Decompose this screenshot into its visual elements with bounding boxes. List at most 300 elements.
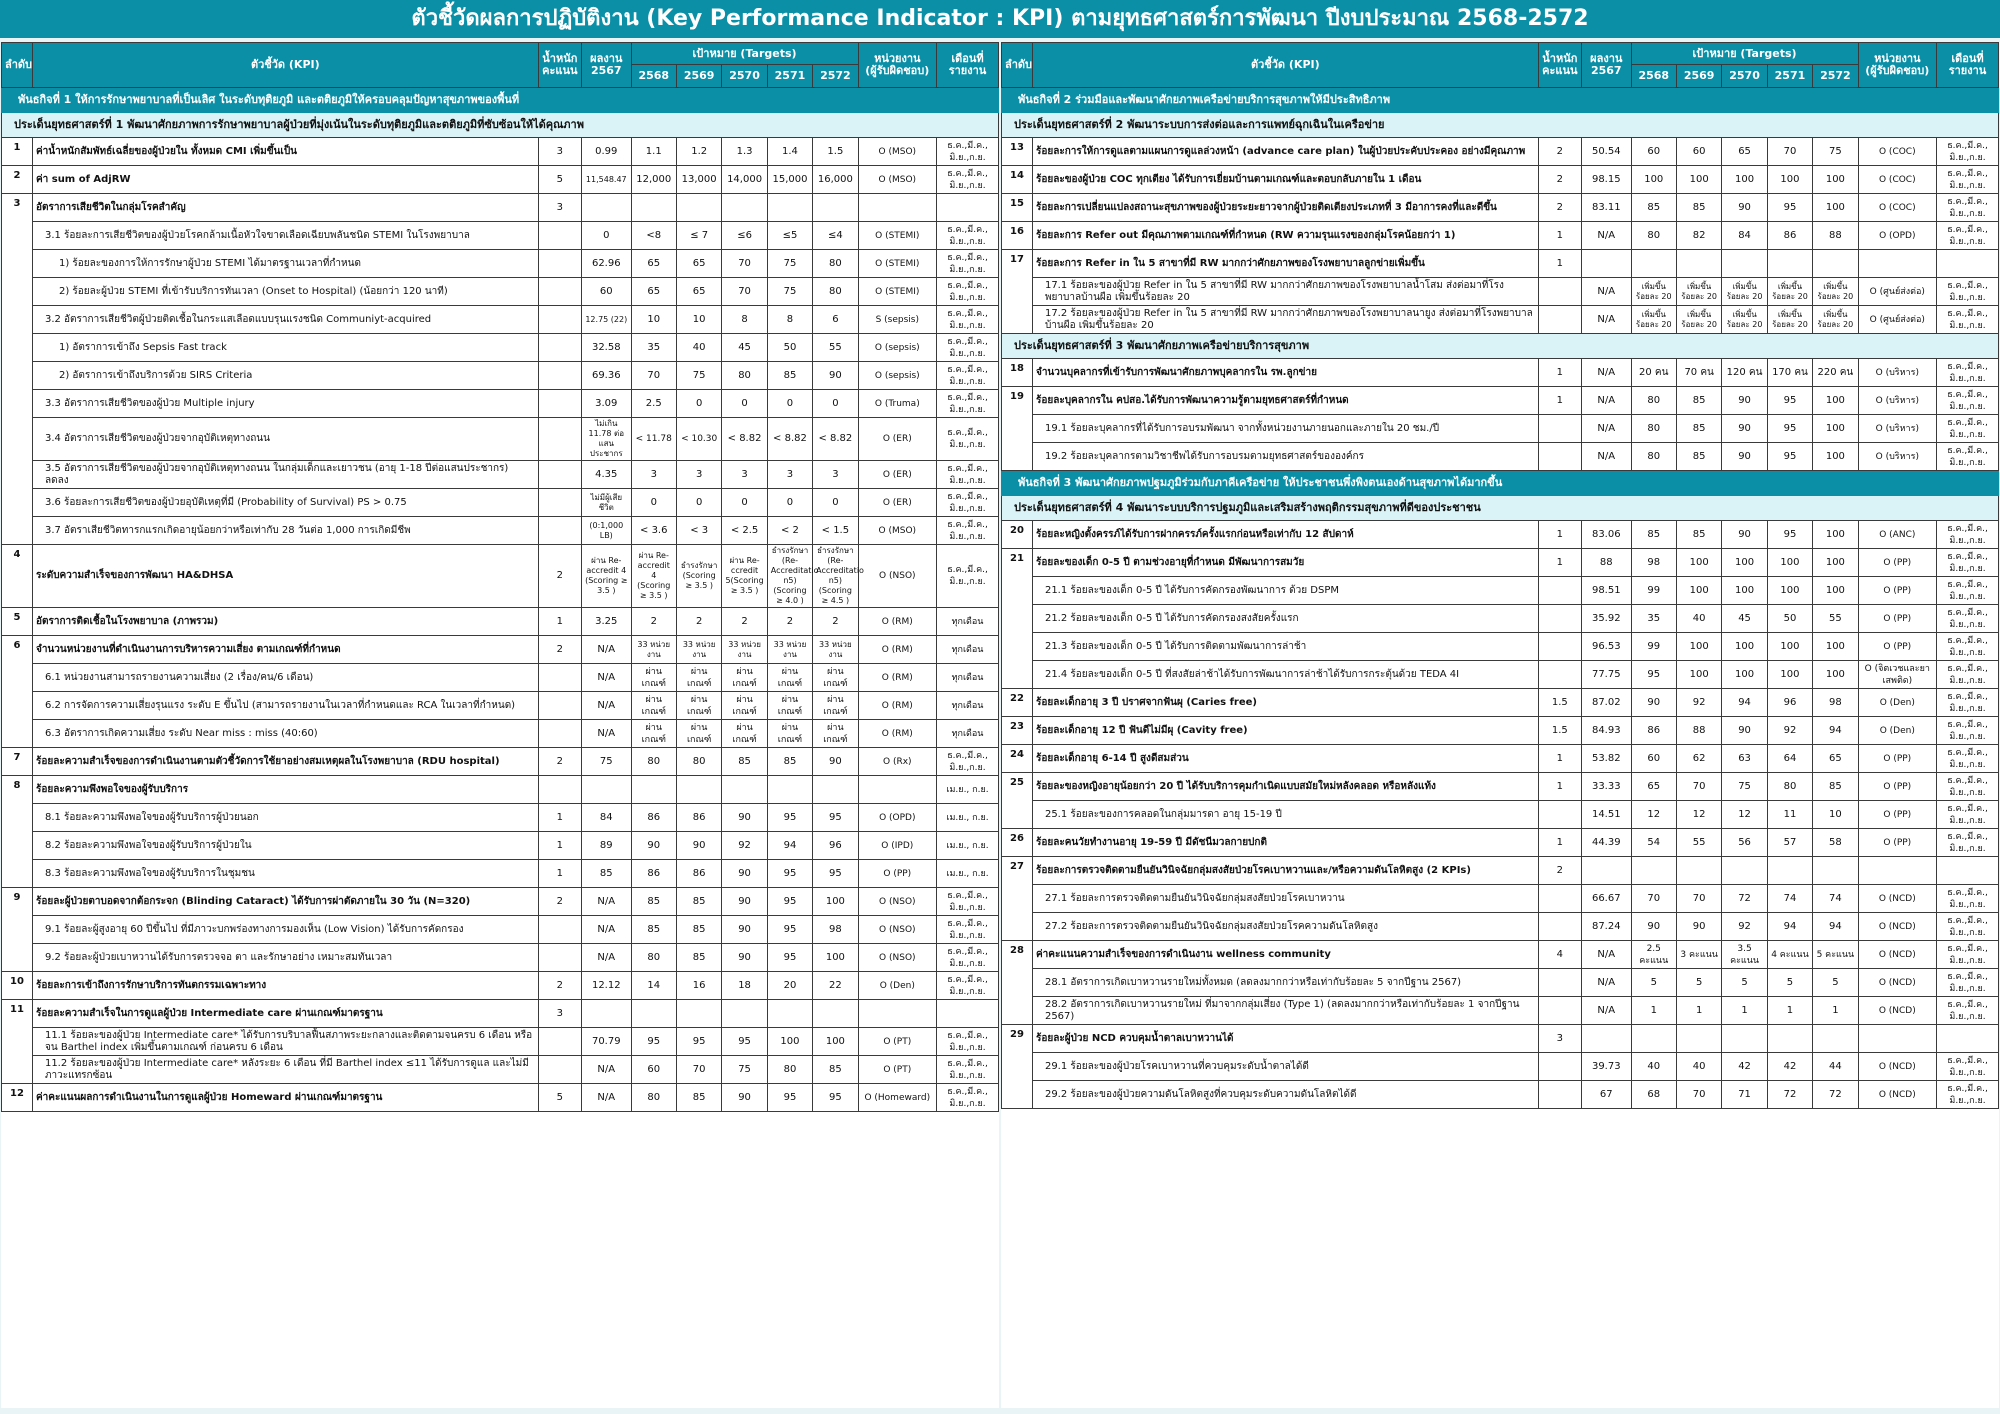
kpi-target-2571: 57 — [1767, 829, 1812, 857]
kpi-weight: 2 — [538, 888, 581, 916]
kpi-weight: 1 — [538, 860, 581, 888]
kpi-target-2572: ผ่านเกณฑ์ — [813, 692, 858, 720]
kpi-target-2568: 85 — [631, 916, 676, 944]
kpi-target-2569: 80 — [676, 748, 721, 776]
kpi-unit: O (RM) — [858, 608, 936, 636]
kpi-target-2569: เพิ่มขึ้น ร้อยละ 20 — [1676, 306, 1721, 334]
kpi-target-2572: 100 — [1813, 415, 1858, 443]
kpi-target-2572: 80 — [813, 278, 858, 306]
kpi-target-2569: 0 — [676, 390, 721, 418]
kpi-target-2568: 99 — [1631, 577, 1676, 605]
kpi-weight: 2 — [538, 545, 581, 608]
kpi-number: 2 — [2, 166, 33, 194]
kpi-target-2569: 75 — [676, 362, 721, 390]
kpi-result-2567: 12.75 (22) — [582, 306, 632, 334]
kpi-target-2572: 72 — [1813, 1081, 1858, 1109]
kpi-target-2569: ผ่านเกณฑ์ — [676, 664, 721, 692]
kpi-target-2568: 60 — [1631, 138, 1676, 166]
kpi-label: ร้อยละเด็กอายุ 12 ปี ฟันดีไม่มีผุ (Cavity free) — [1032, 717, 1538, 745]
kpi-weight: 5 — [538, 166, 581, 194]
kpi-target-2570: 75 — [1722, 773, 1767, 801]
kpi-label: 8.2 ร้อยละความพึงพอใจของผู้รับบริการผู้ป่วยใน — [32, 832, 538, 860]
kpi-unit: O (PP) — [1858, 549, 1936, 577]
kpi-number: 1 — [2, 138, 33, 166]
col-kpi-header: ตัวชี้วัด (KPI) — [32, 43, 538, 88]
kpi-weight — [538, 278, 581, 306]
kpi-report-month: ธ.ค.,มี.ค., มิ.ย.,ก.ย. — [937, 888, 999, 916]
kpi-target-2571 — [767, 1000, 812, 1028]
kpi-target-2571: 75 — [767, 250, 812, 278]
kpi-report-month: ธ.ค.,มี.ค., มิ.ย.,ก.ย. — [937, 138, 999, 166]
kpi-target-2570: 100 — [1722, 661, 1767, 689]
kpi-report-month: ธ.ค.,มี.ค., มิ.ย.,ก.ย. — [1937, 306, 1999, 334]
kpi-unit: O (NCD) — [1858, 1053, 1936, 1081]
kpi-target-2568: 60 — [631, 1056, 676, 1084]
kpi-label: 6.1 หน่วยงานสามารถรายงานความเสี่ยง (2 เรื่อง/คน/6 เดือน) — [32, 664, 538, 692]
kpi-target-2572: เพิ่มขึ้น ร้อยละ 20 — [1813, 278, 1858, 306]
kpi-target-2570: 90 — [722, 1084, 767, 1112]
kpi-subrow — [2, 489, 999, 517]
kpi-target-2569: 70 — [1676, 885, 1721, 913]
kpi-target-2572: 220 คน — [1813, 359, 1858, 387]
kpi-row — [1002, 250, 1999, 278]
kpi-target-2572: ≤4 — [813, 222, 858, 250]
kpi-target-2571: 1.4 — [767, 138, 812, 166]
kpi-target-2570: 1.3 — [722, 138, 767, 166]
kpi-label: 21.3 ร้อยละของเด็ก 0-5 ปี ได้รับการติดตามพัฒนาการล่าช้า — [1032, 633, 1538, 661]
kpi-target-2572: 96 — [813, 832, 858, 860]
kpi-label: 17.2 ร้อยละของผู้ป่วย Refer in ใน 5 สาขาที่มี RW มากกว่าศักยภาพของโรงพยาบาลนายูง ส่งต่อมาที่โรงพยาบาลบ้านผือ เพิ่มขึ้นร้อยละ 20 — [1032, 306, 1538, 334]
kpi-unit: O (PP) — [1858, 773, 1936, 801]
kpi-result-2567: N/A — [1582, 997, 1632, 1025]
kpi-target-2571: 80 — [767, 1056, 812, 1084]
kpi-target-2569 — [676, 776, 721, 804]
kpi-target-2570 — [722, 194, 767, 222]
kpi-row — [1002, 387, 1999, 415]
kpi-subrow — [2, 278, 999, 306]
kpi-weight — [1538, 443, 1581, 471]
kpi-weight: 1 — [1538, 250, 1581, 278]
kpi-target-2571: 100 — [1767, 577, 1812, 605]
kpi-target-2570: 90 — [1722, 415, 1767, 443]
kpi-report-month: เม.ย., ก.ย. — [937, 860, 999, 888]
kpi-target-2570: เพิ่มขึ้น ร้อยละ 20 — [1722, 278, 1767, 306]
kpi-label: ร้อยละบุคลากรใน คปสอ.ได้รับการพัฒนาความรู้ตามยุทธศาสตร์ที่กำหนด — [1032, 387, 1538, 415]
kpi-target-2570: 2 — [722, 608, 767, 636]
kpi-label: 21.4 ร้อยละของเด็ก 0-5 ปี ที่สงสัยล่าช้าได้รับการพัฒนาการล่าช้าได้รับการกระตุ้นด้วย TEDA 4I — [1032, 661, 1538, 689]
kpi-target-2569: 62 — [1676, 745, 1721, 773]
kpi-target-2569: 86 — [676, 804, 721, 832]
kpi-target-2571 — [767, 194, 812, 222]
kpi-unit: O (NSO) — [858, 916, 936, 944]
kpi-unit: O (ER) — [858, 489, 936, 517]
kpi-result-2567: 87.24 — [1582, 913, 1632, 941]
kpi-label: ร้อยละการให้การดูแลตามแผนการดูแลล่วงหน้า (advance care plan) ในผู้ป่วยประคับประคอง อย่างมีคุณภาพ — [1032, 138, 1538, 166]
kpi-target-2569: 85 — [676, 944, 721, 972]
kpi-result-2567: N/A — [1582, 443, 1632, 471]
kpi-target-2571: 95 — [1767, 443, 1812, 471]
kpi-target-2568: ผ่านเกณฑ์ — [631, 720, 676, 748]
kpi-label: 9.2 ร้อยละผู้ป่วยเบาหวานได้รับการตรวจจอ ตา และรักษาอย่าง เหมาะสมทันเวลา — [32, 944, 538, 972]
kpi-label: 21.2 ร้อยละของเด็ก 0-5 ปี ได้รับการคัดกรองสงสัยครั้งแรก — [1032, 605, 1538, 633]
kpi-target-2570: ผ่านเกณฑ์ — [722, 664, 767, 692]
kpi-target-2569: 1 — [1676, 997, 1721, 1025]
kpi-subrow — [1002, 306, 1999, 334]
kpi-subrow — [2, 832, 999, 860]
kpi-target-2568: 5 — [1631, 969, 1676, 997]
kpi-weight — [1538, 661, 1581, 689]
kpi-result-2567 — [582, 194, 632, 222]
kpi-target-2570: 85 — [722, 748, 767, 776]
kpi-target-2572: 90 — [813, 748, 858, 776]
kpi-label: ร้อยละการเปลี่ยนแปลงสถานะสุขภาพของผู้ป่วยระยะยาวจากผู้ป่วยติดเตียงประเภทที่ 3 มีอาการคงที่และดีขึ้น — [1032, 194, 1538, 222]
kpi-target-2568: 35 — [1631, 605, 1676, 633]
kpi-target-2571: 80 — [1767, 773, 1812, 801]
kpi-label: 3.4 อัตราการเสียชีวิตของผู้ป่วยจากอุบัติเหตุทางถนน — [32, 418, 538, 461]
kpi-unit: O (RM) — [858, 664, 936, 692]
kpi-label: ร้อยละการ Refer out มีคุณภาพตามเกณฑ์ที่กำหนด (RW ความรุนแรงของกลุ่มโรคน้อยกว่า 1) — [1032, 222, 1538, 250]
strategy-label: ประเด็นยุทธศาสตร์ที่ 3 พัฒนาศักยภาพเครือข่ายบริการสุขภาพ — [1002, 334, 1999, 359]
kpi-target-2568: 2.5 คะแนน — [1631, 941, 1676, 969]
kpi-report-month: ธ.ค.,มี.ค., มิ.ย.,ก.ย. — [937, 1084, 999, 1112]
kpi-target-2569: 85 — [1676, 387, 1721, 415]
kpi-result-2567: 87.02 — [1582, 689, 1632, 717]
kpi-result-2567: 69.36 — [582, 362, 632, 390]
kpi-label: ค่าคะแนนความสำเร็จของการดำเนินงาน wellness community — [1032, 941, 1538, 969]
kpi-target-2570: 120 คน — [1722, 359, 1767, 387]
kpi-target-2569: 10 — [676, 306, 721, 334]
kpi-unit: O (STEMI) — [858, 278, 936, 306]
kpi-unit — [858, 1000, 936, 1028]
kpi-target-2570: 3 — [722, 461, 767, 489]
kpi-target-2571: 50 — [767, 334, 812, 362]
kpi-unit: O (ศูนย์ส่งต่อ) — [1858, 278, 1936, 306]
kpi-target-2569: 3 — [676, 461, 721, 489]
kpi-label: ร้อยละหญิงตั้งครรภ์ได้รับการฝากครรภ์ครั้งแรกก่อนหรือเท่ากับ 12 สัปดาห์ — [1032, 521, 1538, 549]
kpi-report-month: ธ.ค.,มี.ค., มิ.ย.,ก.ย. — [1937, 997, 1999, 1025]
kpi-row — [2, 636, 999, 664]
kpi-target-2569: 5 — [1676, 969, 1721, 997]
kpi-subrow — [2, 1028, 999, 1056]
kpi-unit: O (MSO) — [858, 138, 936, 166]
kpi-target-2569: 100 — [1676, 661, 1721, 689]
kpi-report-month: ธ.ค.,มี.ค., มิ.ย.,ก.ย. — [937, 222, 999, 250]
kpi-unit: O (PP) — [858, 860, 936, 888]
kpi-report-month: ธ.ค.,มี.ค., มิ.ย.,ก.ย. — [1937, 913, 1999, 941]
kpi-target-2571: เพิ่มขึ้น ร้อยละ 20 — [1767, 278, 1812, 306]
kpi-target-2569: 90 — [1676, 913, 1721, 941]
kpi-unit: O (NSO) — [858, 545, 936, 608]
kpi-target-2572: 100 — [1813, 443, 1858, 471]
kpi-label: ร้อยละความสำเร็จของการดำเนินงานตามตัวชี้วัดการใช้ยาอย่างสมเหตุผลในโรงพยาบาล (RDU hospital) — [32, 748, 538, 776]
kpi-unit: O (STEMI) — [858, 250, 936, 278]
kpi-number: 25 — [1002, 773, 1033, 829]
kpi-report-month: ธ.ค.,มี.ค., มิ.ย.,ก.ย. — [937, 362, 999, 390]
col-weight-header: น้ำหนักคะแนน — [1538, 43, 1581, 88]
kpi-target-2568: 80 — [631, 944, 676, 972]
kpi-target-2572: 33 หน่วยงาน — [813, 636, 858, 664]
kpi-target-2571: 15,000 — [767, 166, 812, 194]
kpi-row — [1002, 1025, 1999, 1053]
kpi-result-2567: 77.75 — [1582, 661, 1632, 689]
kpi-weight: 3 — [538, 138, 581, 166]
kpi-unit: O (PT) — [858, 1028, 936, 1056]
kpi-target-2568: 1 — [1631, 997, 1676, 1025]
kpi-label: 3.5 อัตราการเสียชีวิตของผู้ป่วยจากอุบัติเหตุทางถนน ในกลุ่มเด็กและเยาวชน (อายุ 1-18 ปีต่อแสนประชากร) ลดลง — [32, 461, 538, 489]
kpi-subrow — [2, 664, 999, 692]
strategy-row — [1002, 496, 1999, 521]
kpi-unit: O (ER) — [858, 461, 936, 489]
kpi-subrow — [2, 461, 999, 489]
kpi-target-2569: 85 — [1676, 194, 1721, 222]
kpi-target-2569: 60 — [1676, 138, 1721, 166]
kpi-target-2570 — [722, 1000, 767, 1028]
kpi-target-2572: 55 — [813, 334, 858, 362]
kpi-label: 25.1 ร้อยละของการคลอดในกลุ่มมารดา อายุ 15-19 ปี — [1032, 801, 1538, 829]
kpi-report-month: ธ.ค.,มี.ค., มิ.ย.,ก.ย. — [1937, 829, 1999, 857]
kpi-label: 8.3 ร้อยละความพึงพอใจของผู้รับบริการในชุมชน — [32, 860, 538, 888]
kpi-unit: O (Rx) — [858, 748, 936, 776]
kpi-target-2570: 45 — [1722, 605, 1767, 633]
kpi-target-2572: 94 — [1813, 717, 1858, 745]
kpi-target-2572: 95 — [813, 860, 858, 888]
kpi-report-month — [1937, 250, 1999, 278]
kpi-report-month: ธ.ค.,มี.ค., มิ.ย.,ก.ย. — [937, 461, 999, 489]
kpi-label: ค่า sum of AdjRW — [32, 166, 538, 194]
kpi-result-2567: 85 — [582, 860, 632, 888]
kpi-weight — [1538, 633, 1581, 661]
kpi-target-2570: 63 — [1722, 745, 1767, 773]
kpi-report-month: เม.ย., ก.ย. — [937, 776, 999, 804]
kpi-unit: O (OPD) — [858, 804, 936, 832]
kpi-target-2569: 12 — [1676, 801, 1721, 829]
kpi-label: 17.1 ร้อยละของผู้ป่วย Refer in ใน 5 สาขาที่มี RW มากกว่าศักยภาพของโรงพยาบาลน้ำโสม ส่งต่อมาที่โรงพยาบาลบ้านผือ เพิ่มขึ้นร้อยละ 20 — [1032, 278, 1538, 306]
kpi-result-2567: 98.51 — [1582, 577, 1632, 605]
kpi-target-2569: 16 — [676, 972, 721, 1000]
kpi-target-2572: 100 — [1813, 521, 1858, 549]
kpi-target-2571: 0 — [767, 390, 812, 418]
kpi-target-2568: 85 — [1631, 521, 1676, 549]
kpi-target-2568: 2 — [631, 608, 676, 636]
kpi-target-2571: 100 — [767, 1028, 812, 1056]
kpi-target-2569: 100 — [1676, 633, 1721, 661]
kpi-label: 21.1 ร้อยละของเด็ก 0-5 ปี ได้รับการคัดกรองพัฒนาการ ด้วย DSPM — [1032, 577, 1538, 605]
kpi-subrow — [2, 692, 999, 720]
kpi-report-month: ธ.ค.,มี.ค., มิ.ย.,ก.ย. — [937, 306, 999, 334]
kpi-target-2571: 70 — [1767, 138, 1812, 166]
kpi-result-2567 — [1582, 250, 1632, 278]
kpi-number: 5 — [2, 608, 33, 636]
kpi-result-2567: 3.09 — [582, 390, 632, 418]
kpi-subrow — [2, 720, 999, 748]
kpi-label: 1) อัตราการเข้าถึง Sepsis Fast track — [32, 334, 538, 362]
kpi-label: 27.2 ร้อยละการตรวจติดตามยืนยันวินิจฉัยกลุ่มสงสัยป่วยโรคความดันโลหิตสูง — [1032, 913, 1538, 941]
kpi-number: 26 — [1002, 829, 1033, 857]
kpi-label: 19.1 ร้อยละบุคลากรที่ได้รับการอบรมพัฒนา จากทั้งหน่วยงานภายนอกและภายใน 20 ชม./ปี — [1032, 415, 1538, 443]
kpi-result-2567: 60 — [582, 278, 632, 306]
kpi-report-month: ธ.ค.,มี.ค., มิ.ย.,ก.ย. — [937, 166, 999, 194]
kpi-report-month: ธ.ค.,มี.ค., มิ.ย.,ก.ย. — [1937, 773, 1999, 801]
kpi-subrow — [1002, 605, 1999, 633]
kpi-result-2567: ไม่มีผู้เสียชีวิต — [582, 489, 632, 517]
kpi-subrow — [1002, 415, 1999, 443]
kpi-target-2568: 85 — [631, 888, 676, 916]
kpi-target-2568: <8 — [631, 222, 676, 250]
kpi-unit: O (NCD) — [1858, 969, 1936, 997]
kpi-target-2569: < 3 — [676, 517, 721, 545]
kpi-subrow — [1002, 1053, 1999, 1081]
kpi-target-2570: 8 — [722, 306, 767, 334]
kpi-target-2569 — [676, 1000, 721, 1028]
kpi-result-2567: 0 — [582, 222, 632, 250]
kpi-weight: 3 — [538, 1000, 581, 1028]
kpi-result-2567: 83.11 — [1582, 194, 1632, 222]
kpi-target-2571: 95 — [767, 888, 812, 916]
kpi-target-2572: 74 — [1813, 885, 1858, 913]
kpi-weight — [538, 776, 581, 804]
kpi-target-2571: 100 — [1767, 633, 1812, 661]
kpi-number: 18 — [1002, 359, 1033, 387]
kpi-target-2568: 40 — [1631, 1053, 1676, 1081]
kpi-number: 21 — [1002, 549, 1033, 689]
kpi-subrow — [1002, 1081, 1999, 1109]
kpi-target-2570: 5 — [1722, 969, 1767, 997]
kpi-weight: 1 — [1538, 549, 1581, 577]
kpi-number: 16 — [1002, 222, 1033, 250]
kpi-unit: O (IPD) — [858, 832, 936, 860]
kpi-target-2568: 2.5 — [631, 390, 676, 418]
kpi-label: ร้อยละการ Refer in ใน 5 สาขาที่มี RW มากกว่าศักยภาพของโรงพยาบาลลูกข่ายเพิ่มขึ้น — [1032, 250, 1538, 278]
kpi-weight — [538, 222, 581, 250]
kpi-target-2568 — [631, 776, 676, 804]
kpi-report-month — [937, 194, 999, 222]
kpi-label: ร้อยละการตรวจติดตามยืนยันวินิจฉัยกลุ่มสงสัยป่วยโรคเบาหวานและ/หรือความดันโลหิตสูง (2 KPIs) — [1032, 857, 1538, 885]
col-year-header: 2571 — [1767, 65, 1812, 88]
kpi-target-2571: ผ่านเกณฑ์ — [767, 664, 812, 692]
kpi-target-2568: 80 — [1631, 222, 1676, 250]
kpi-weight: 1 — [1538, 773, 1581, 801]
kpi-number: 23 — [1002, 717, 1033, 745]
kpi-target-2572: 80 — [813, 250, 858, 278]
kpi-weight: 3 — [538, 194, 581, 222]
kpi-unit: O (OPD) — [1858, 222, 1936, 250]
kpi-result-2567: N/A — [1582, 222, 1632, 250]
mission-row — [1002, 88, 1999, 113]
col-no-header: ลำดับ — [2, 43, 33, 88]
kpi-unit: O (MSO) — [858, 166, 936, 194]
kpi-weight: 5 — [538, 1084, 581, 1112]
kpi-weight: 2 — [538, 972, 581, 1000]
kpi-unit: O (ANC) — [1858, 521, 1936, 549]
kpi-report-month: ธ.ค.,มี.ค., มิ.ย.,ก.ย. — [937, 278, 999, 306]
kpi-unit: O (Den) — [1858, 717, 1936, 745]
kpi-label: ร้อยละความสำเร็จในการดูแลผู้ป่วย Intermediate care ผ่านเกณฑ์มาตรฐาน — [32, 1000, 538, 1028]
kpi-label: 29.2 ร้อยละของผู้ป่วยความดันโลหิตสูงที่ควบคุมระดับความดันโลหิตได้ดี — [1032, 1081, 1538, 1109]
kpi-target-2568: 70 — [1631, 885, 1676, 913]
kpi-report-month: ธ.ค.,มี.ค., มิ.ย.,ก.ย. — [1937, 521, 1999, 549]
kpi-label: ค่าคะแนนผลการดำเนินงานในการดูแลผู้ป่วย Homeward ผ่านเกณฑ์มาตรฐาน — [32, 1084, 538, 1112]
kpi-unit: O (COC) — [1858, 166, 1936, 194]
strategy-row — [1002, 334, 1999, 359]
kpi-unit: O (NCD) — [1858, 913, 1936, 941]
kpi-report-month — [937, 1000, 999, 1028]
kpi-number: 13 — [1002, 138, 1033, 166]
kpi-target-2571: 92 — [1767, 717, 1812, 745]
kpi-result-2567: N/A — [582, 888, 632, 916]
kpi-target-2569: 86 — [676, 860, 721, 888]
kpi-report-month: ธ.ค.,มี.ค., มิ.ย.,ก.ย. — [937, 972, 999, 1000]
col-weight-header: น้ำหนักคะแนน — [538, 43, 581, 88]
kpi-result-2567: 53.82 — [1582, 745, 1632, 773]
kpi-target-2570: 71 — [1722, 1081, 1767, 1109]
kpi-weight — [538, 390, 581, 418]
kpi-target-2569 — [676, 194, 721, 222]
kpi-number: 14 — [1002, 166, 1033, 194]
left-kpi-table — [1, 42, 999, 1408]
kpi-subrow — [1002, 661, 1999, 689]
kpi-result-2567: 62.96 — [582, 250, 632, 278]
kpi-row — [1002, 857, 1999, 885]
kpi-target-2570: 33 หน่วยงาน — [722, 636, 767, 664]
kpi-subrow — [2, 222, 999, 250]
kpi-weight: 2 — [1538, 166, 1581, 194]
kpi-result-2567: 88 — [1582, 549, 1632, 577]
kpi-report-month — [1937, 857, 1999, 885]
kpi-target-2571: 33 หน่วยงาน — [767, 636, 812, 664]
kpi-number: 10 — [2, 972, 33, 1000]
kpi-subrow — [1002, 913, 1999, 941]
kpi-target-2572: < 1.5 — [813, 517, 858, 545]
kpi-target-2569: 82 — [1676, 222, 1721, 250]
kpi-result-2567: 67 — [1582, 1081, 1632, 1109]
kpi-unit — [858, 776, 936, 804]
kpi-result-2567: 4.35 — [582, 461, 632, 489]
kpi-target-2568: 65 — [631, 250, 676, 278]
kpi-row — [1002, 166, 1999, 194]
kpi-target-2572 — [813, 776, 858, 804]
kpi-target-2571: 85 — [767, 362, 812, 390]
kpi-label: 3.2 อัตราการเสียชีวิตผู้ป่วยติดเชื้อในกระแสเลือดแบบรุนแรงชนิด Communiyt-acquired — [32, 306, 538, 334]
kpi-target-2570: 94 — [1722, 689, 1767, 717]
kpi-weight — [538, 489, 581, 517]
kpi-target-2572: 100 — [1813, 194, 1858, 222]
kpi-report-month: ทุกเดือน — [937, 636, 999, 664]
kpi-target-2572: 100 — [813, 888, 858, 916]
kpi-target-2571: 95 — [1767, 521, 1812, 549]
kpi-target-2569: 70 คน — [1676, 359, 1721, 387]
kpi-subrow — [2, 916, 999, 944]
col-year-header: 2570 — [722, 65, 767, 88]
kpi-target-2572: 98 — [1813, 689, 1858, 717]
kpi-label: อัตราการติดเชื้อในโรงพยาบาล (ภาพรวม) — [32, 608, 538, 636]
kpi-report-month: ธ.ค.,มี.ค., มิ.ย.,ก.ย. — [937, 390, 999, 418]
kpi-target-2568: 99 — [1631, 633, 1676, 661]
col-result-header: ผลงาน 2567 — [582, 43, 632, 88]
kpi-target-2568: 86 — [631, 860, 676, 888]
kpi-unit: O (บริหาร) — [1858, 415, 1936, 443]
kpi-unit: S (sepsis) — [858, 306, 936, 334]
kpi-row — [1002, 359, 1999, 387]
kpi-unit: O (NCD) — [1858, 885, 1936, 913]
kpi-target-2568: 14 — [631, 972, 676, 1000]
kpi-target-2570: 100 — [1722, 577, 1767, 605]
kpi-target-2568: 86 — [631, 804, 676, 832]
kpi-result-2567: 14.51 — [1582, 801, 1632, 829]
kpi-weight: 1.5 — [1538, 689, 1581, 717]
kpi-result-2567: ผ่าน Re-accredit 4 (Scoring ≥ 3.5 ) — [582, 545, 632, 608]
kpi-target-2572 — [1813, 857, 1858, 885]
kpi-target-2568: 86 — [1631, 717, 1676, 745]
